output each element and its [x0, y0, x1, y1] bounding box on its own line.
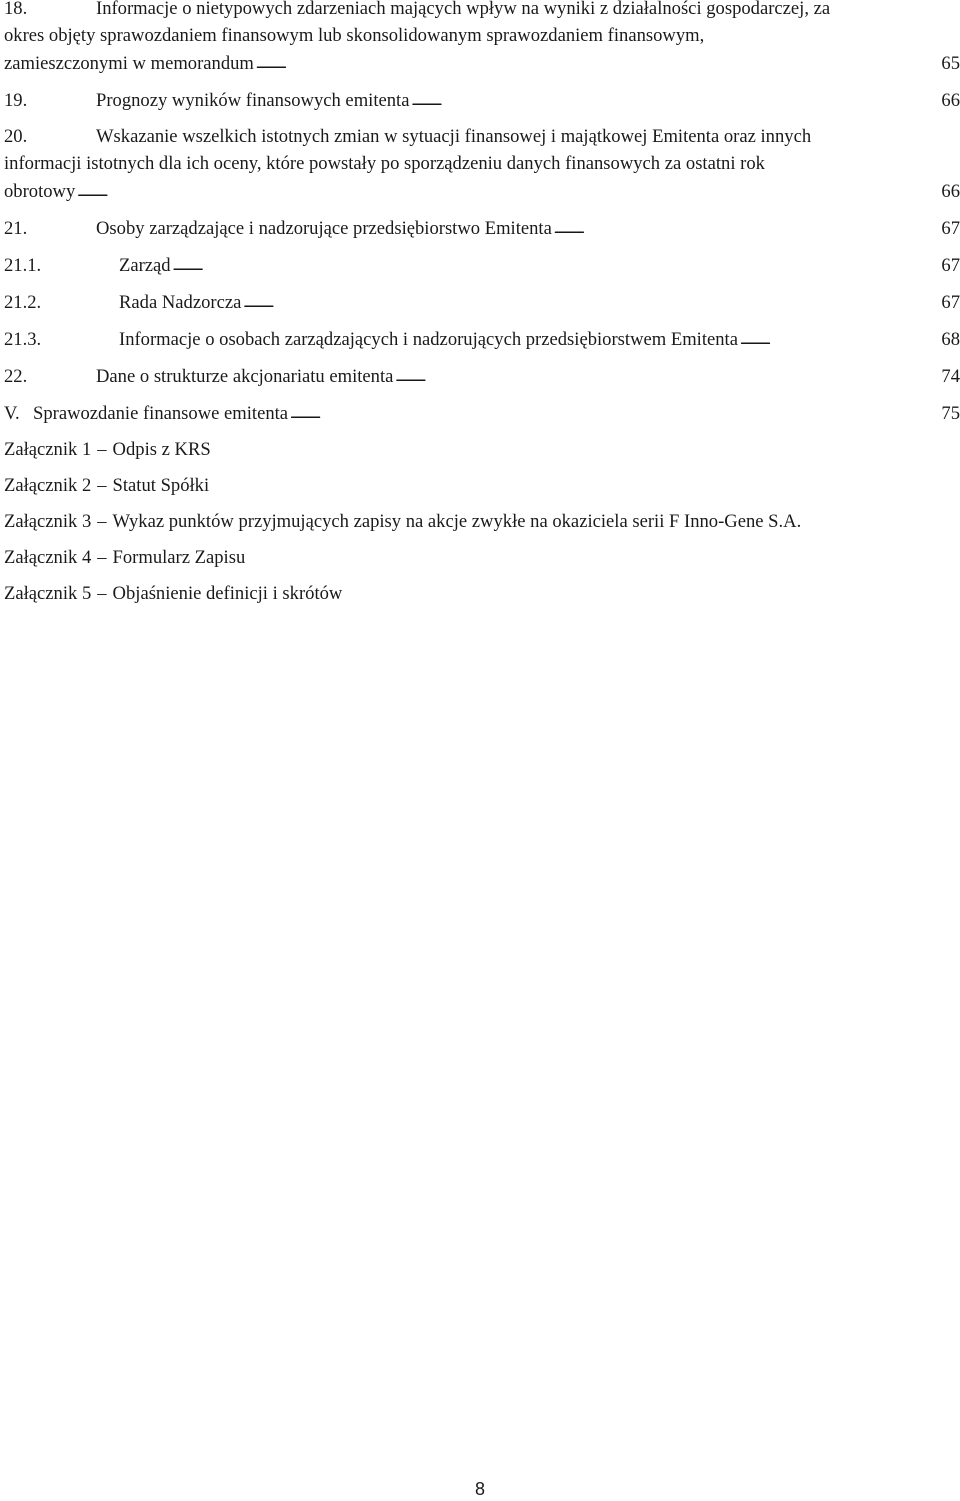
- toc-entry-V[interactable]: [4, 399, 960, 427]
- toc-entry-21[interactable]: [4, 214, 960, 242]
- attachment-item-5[interactable]: [4, 580, 960, 607]
- toc-text-continuation: okres objęty sprawozdaniem finansowym lub skonsolidowanym sprawozdaniem finansowym,: [4, 25, 705, 46]
- toc-number: V.: [4, 403, 20, 424]
- toc-page-number: 65: [941, 53, 960, 74]
- attachment-dash: –: [97, 583, 107, 604]
- toc-page-number: 68: [941, 329, 960, 350]
- toc-page-number: 67: [941, 292, 960, 313]
- toc-leader-dots: [243, 288, 939, 316]
- toc-leader-dots: [554, 214, 940, 242]
- toc-entry-19[interactable]: [4, 86, 960, 114]
- toc-number: 20.: [4, 126, 28, 147]
- attachment-item-3[interactable]: [4, 508, 960, 535]
- toc-text-continuation: zamieszczonymi w memorandum: [4, 53, 254, 74]
- attachment-text: Odpis z KRS: [112, 439, 211, 460]
- attachment-label: Załącznik 1: [4, 439, 92, 460]
- attachment-dash: –: [97, 439, 107, 460]
- toc-entry-21-1[interactable]: [4, 251, 960, 279]
- toc-entry-18[interactable]: [4, 0, 960, 77]
- toc-number: 19.: [4, 90, 28, 111]
- toc-leader-dots: [256, 49, 940, 77]
- toc-text: Rada Nadzorcza: [119, 292, 242, 313]
- toc-leader-dots: [740, 325, 939, 353]
- toc-leader-dots: [173, 251, 940, 279]
- attachment-label: Załącznik 5: [4, 583, 92, 604]
- toc-text: Wskazanie wszelkich istotnych zmian w sytuacji finansowej i majątkowej Emitenta oraz innych: [96, 126, 812, 147]
- toc-page-number: 74: [941, 366, 960, 387]
- toc-text: Sprawozdanie finansowe emitenta: [33, 403, 289, 424]
- attachment-dash: –: [97, 475, 107, 496]
- toc-text: Prognozy wyników finansowych emitenta: [96, 90, 410, 111]
- toc-leader-dots: [290, 399, 939, 427]
- attachment-label: Załącznik 2: [4, 475, 92, 496]
- toc-text: Osoby zarządzające i nadzorujące przedsiębiorstwo Emitenta: [96, 218, 552, 239]
- toc-page-number: 67: [941, 218, 960, 239]
- toc-entry-21-2[interactable]: [4, 288, 960, 316]
- attachment-text: Statut Spółki: [112, 475, 210, 496]
- attachment-text: Wykaz punktów przyjmujących zapisy na akcje zwykłe na okaziciela serii F Inno-Gene S.A.: [112, 511, 802, 532]
- toc-page-number: 67: [941, 255, 960, 276]
- attachment-dash: –: [97, 511, 107, 532]
- toc-leader-dots: [395, 362, 939, 390]
- toc-page-number: 66: [941, 181, 960, 202]
- attachment-text: Formularz Zapisu: [112, 547, 246, 568]
- toc-entry-22[interactable]: [4, 362, 960, 390]
- toc-text-continuation: informacji istotnych dla ich oceny, które powstały po sporządzeniu danych finansowych za ostatni rok: [4, 153, 765, 174]
- toc-number: 21.: [4, 218, 28, 239]
- attachment-item-1[interactable]: [4, 436, 960, 463]
- toc-number: 21.1.: [4, 255, 42, 276]
- toc-entry-21-3[interactable]: [4, 325, 960, 353]
- toc-text: Informacje o nietypowych zdarzeniach mających wpływ na wyniki z działalności gospodarczej, za: [96, 0, 831, 19]
- toc-number: 18.: [4, 0, 28, 19]
- table-of-contents: [4, 0, 960, 616]
- attachment-item-4[interactable]: [4, 544, 960, 571]
- toc-text: Dane o strukturze akcjonariatu emitenta: [96, 366, 394, 387]
- attachment-label: Załącznik 3: [4, 511, 92, 532]
- toc-number: 22.: [4, 366, 28, 387]
- page-number: 8: [474, 1479, 485, 1499]
- toc-text: Informacje o osobach zarządzających i nadzorujących przedsiębiorstwem Emitenta: [119, 329, 738, 350]
- toc-entry-20[interactable]: [4, 123, 960, 205]
- toc-number: 21.2.: [4, 292, 42, 313]
- toc-page-number: 66: [941, 90, 960, 111]
- toc-leader-dots: [77, 177, 939, 205]
- attachment-item-2[interactable]: [4, 472, 960, 499]
- toc-page-number: 75: [941, 403, 960, 424]
- attachment-label: Załącznik 4: [4, 547, 92, 568]
- toc-text: Zarząd: [119, 255, 171, 276]
- toc-number: 21.3.: [4, 329, 42, 350]
- toc-text-continuation: obrotowy: [4, 181, 76, 202]
- attachment-text: Objaśnienie definicji i skrótów: [112, 583, 343, 604]
- toc-leader-dots: [411, 86, 939, 114]
- attachment-dash: –: [97, 547, 107, 568]
